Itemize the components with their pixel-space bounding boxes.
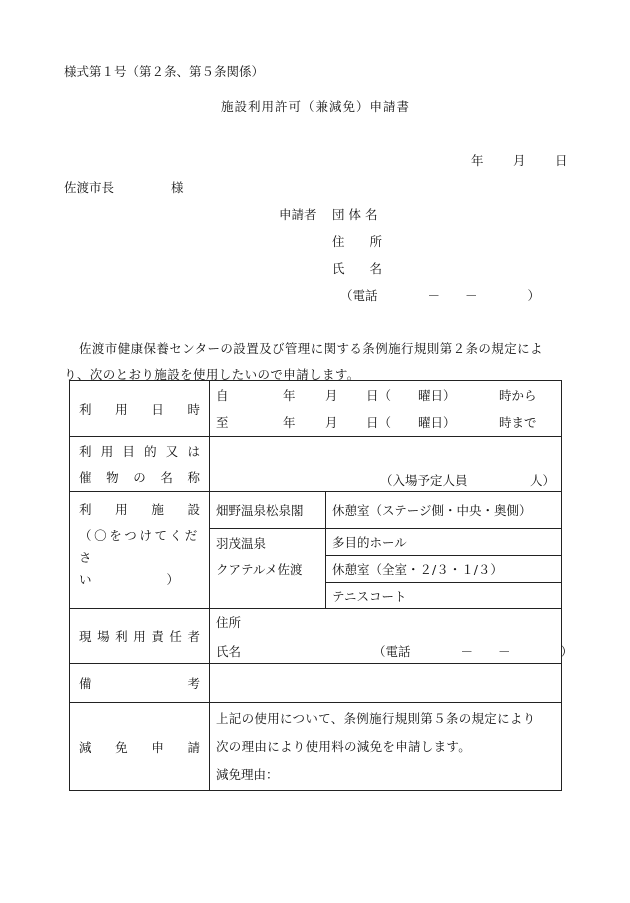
applicant-org-label: 団 体 名 xyxy=(332,207,378,222)
date-from-day: 日（ xyxy=(366,388,392,403)
intro-line-1: 佐渡市健康保養センターの設置及び管理に関する条例施行規則第２条の規定によ xyxy=(79,341,543,356)
facility-room-cell-3[interactable] xyxy=(326,583,562,609)
intro-line-2: り、次のとおり施設を使用したいので申請します。 xyxy=(64,367,360,382)
facility-hatano-row xyxy=(70,492,562,529)
facility-hamochi-name-cell xyxy=(210,529,326,609)
facility-room-multipurpose-hall: 多目的ホール xyxy=(332,535,407,550)
application-form-table xyxy=(69,380,574,791)
facility-hatano-name: 畑野温泉松泉閣 xyxy=(216,503,304,518)
date-from-prefix: 自 xyxy=(216,388,229,403)
addressee-honorific: 様 xyxy=(171,180,184,195)
manager-label: 現 場 利 用 責 任 者 xyxy=(79,629,200,644)
facility-hatano-name-cell xyxy=(210,492,326,529)
manager-name-label: 氏名 xyxy=(216,644,242,659)
manager-label-cell xyxy=(70,609,210,664)
purpose-value-cell[interactable] xyxy=(210,437,562,492)
dates-row xyxy=(70,381,562,437)
dates-label-cell xyxy=(70,381,210,437)
manager-row xyxy=(70,609,562,664)
remarks-value-cell[interactable] xyxy=(210,664,562,703)
remarks-label-cell xyxy=(70,664,210,703)
facilities-label: 利 用 施 設 xyxy=(79,501,200,517)
facilities-note-line-1: （〇をつけてくださ xyxy=(79,528,200,565)
date-from-line xyxy=(210,382,561,409)
date-from-year: 年 xyxy=(283,388,296,403)
facility-hamochi-name-line-1: 羽茂温泉 xyxy=(216,536,267,551)
exemption-text-line-1: 上記の使用について、条例施行規則第５条の規定により xyxy=(216,710,536,726)
exemption-row xyxy=(70,703,562,791)
exemption-text-line-2: 次の理由により使用料の減免を申請します。 xyxy=(216,738,472,754)
date-year-label: 年 xyxy=(471,153,484,168)
addressee: 佐渡市長 xyxy=(64,180,115,195)
facility-hatano-room: 休憩室（ステージ側・中央・奥側） xyxy=(332,503,532,518)
facility-room-rest-room: 休憩室（全室・２/３・１/３） xyxy=(332,562,503,577)
date-to-weekday: 曜日） xyxy=(418,415,456,430)
manager-address-line: 住所 xyxy=(216,615,242,630)
date-to-suffix: 時まで xyxy=(499,415,537,430)
date-to-year: 年 xyxy=(283,415,296,430)
date-from-month: 月 xyxy=(325,388,338,403)
attendees-note: （入場予定人員 人） xyxy=(380,473,556,488)
date-to-line xyxy=(210,409,561,436)
facility-room-cell-1[interactable] xyxy=(326,529,562,556)
applicant-name-label: 氏 名 xyxy=(332,261,383,276)
purpose-row xyxy=(70,437,562,492)
manager-phone: （電話 － － ） xyxy=(373,644,574,659)
applicant-address-label: 住 所 xyxy=(332,234,383,249)
facility-room-tennis-court: テニスコート xyxy=(332,588,407,604)
purpose-label-line-2: 催 物 の 名 称 xyxy=(79,470,200,485)
date-to-day: 日（ xyxy=(366,415,392,430)
manager-name-line xyxy=(216,636,574,663)
date-to-month: 月 xyxy=(325,415,338,430)
applicant-label: 申請者 xyxy=(279,207,317,222)
remarks-row xyxy=(70,664,562,703)
facility-hatano-room-cell[interactable] xyxy=(326,492,562,529)
form-title: 施設利用許可（兼減免）申請書 xyxy=(221,99,411,114)
facilities-note-line-3: い ） xyxy=(79,572,180,587)
facilities-label-cell xyxy=(70,492,210,609)
date-from-weekday: 曜日） xyxy=(418,388,456,403)
purpose-label-line-1: 利 用 目 的 又 は xyxy=(79,444,200,459)
date-from-suffix: 時から xyxy=(499,388,537,403)
date-month-label: 月 xyxy=(513,153,526,168)
exemption-value-cell[interactable] xyxy=(210,703,562,791)
dates-label: 利 用 日 時 xyxy=(79,401,200,417)
exemption-label: 減 免 申 請 xyxy=(79,739,200,755)
applicant-phone: （電話 － － ） xyxy=(340,288,541,303)
manager-value-cell[interactable] xyxy=(210,609,574,664)
date-day-label: 日 xyxy=(555,153,568,168)
exemption-reason-label: 減免理由： xyxy=(216,766,279,782)
dates-value-cell[interactable] xyxy=(210,381,562,437)
remarks-label: 備 考 xyxy=(79,676,200,691)
date-to-prefix: 至 xyxy=(216,415,229,430)
form-number: 様式第１号（第２条、第５条関係） xyxy=(64,64,265,79)
facility-room-cell-2[interactable] xyxy=(326,556,562,583)
facility-hamochi-name-line-2: クアテルメ佐渡 xyxy=(216,562,303,577)
exemption-label-cell xyxy=(70,703,210,791)
purpose-label-cell xyxy=(70,437,210,492)
